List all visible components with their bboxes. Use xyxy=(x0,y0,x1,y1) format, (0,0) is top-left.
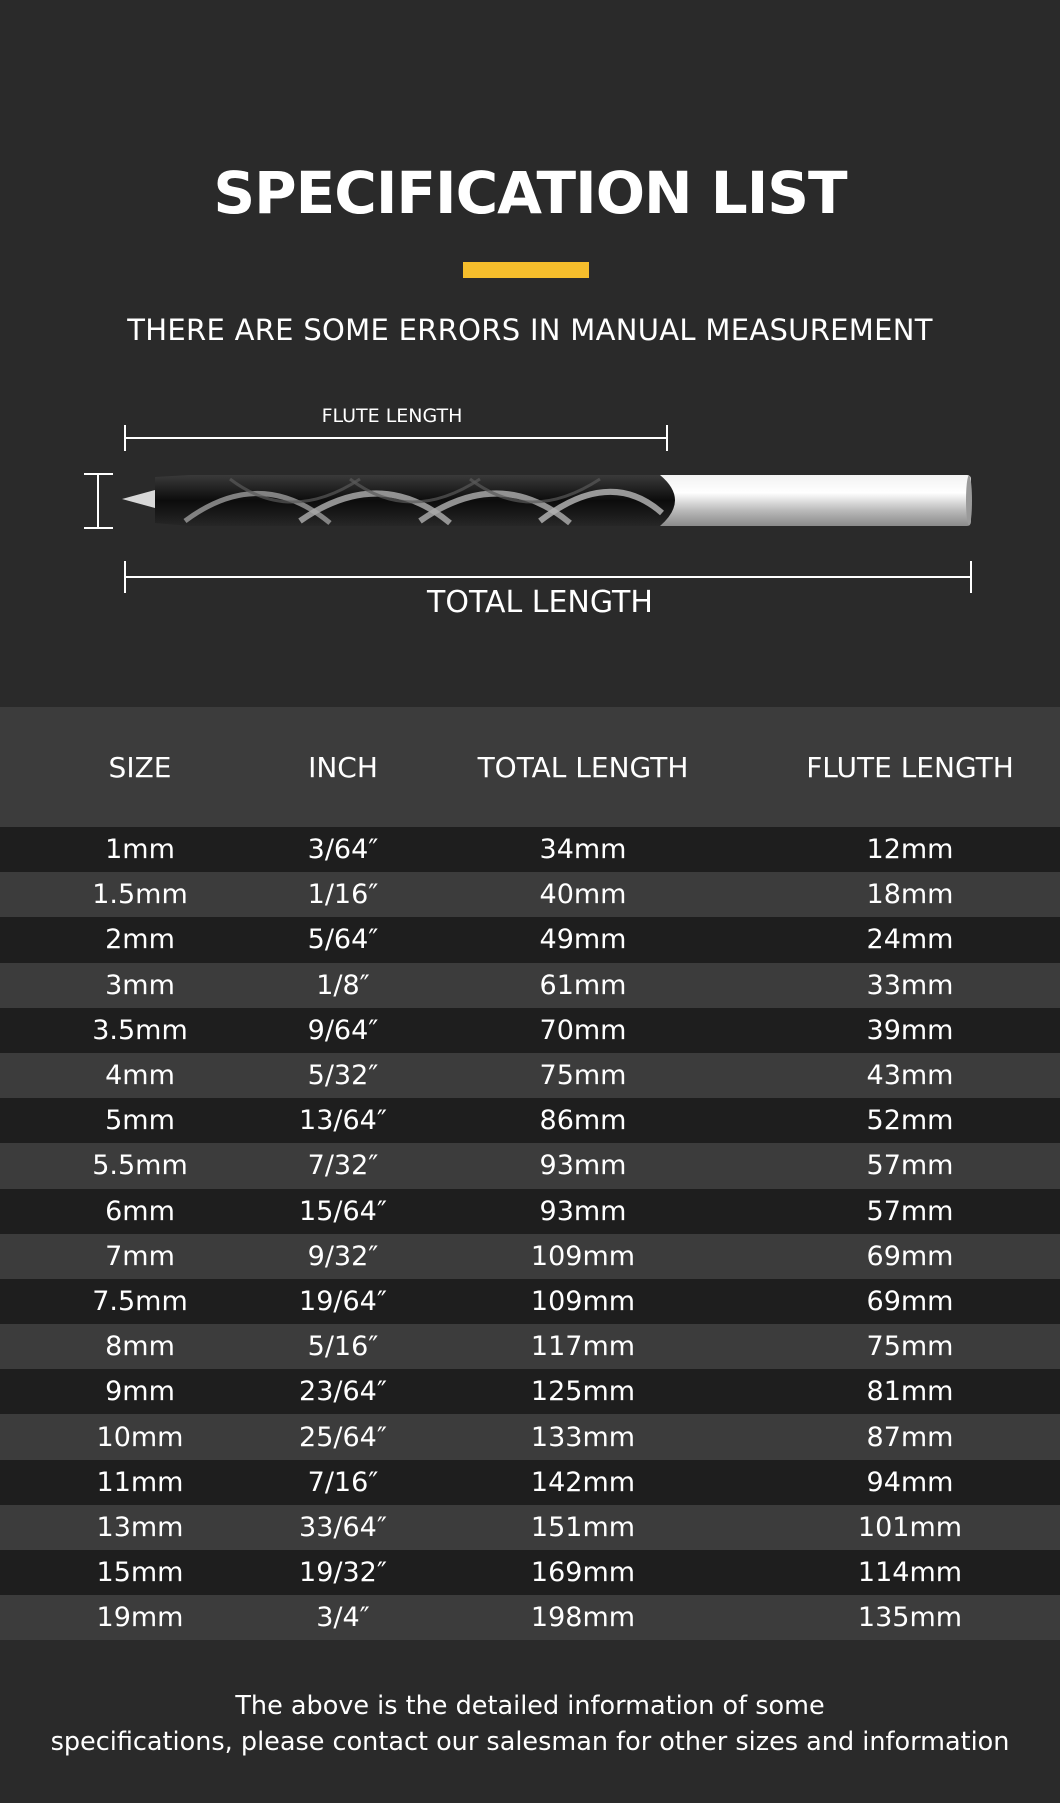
cell-inch: 3/64″ xyxy=(307,834,379,866)
total-length-label: TOTAL LENGTH xyxy=(427,585,653,620)
cell-size: 9mm xyxy=(105,1376,175,1408)
cell-flute-length: 101mm xyxy=(857,1511,963,1543)
header-size: SIZE xyxy=(108,750,172,784)
table-row xyxy=(0,1414,1060,1459)
cell-size: 5mm xyxy=(105,1105,175,1137)
cell-flute-length: 94mm xyxy=(866,1466,954,1498)
cell-total-length: 93mm xyxy=(539,1150,627,1182)
cell-size: 19mm xyxy=(96,1602,184,1634)
cell-flute-length: 33mm xyxy=(866,969,954,1001)
cell-size: 1.5mm xyxy=(92,879,188,911)
cell-total-length: 142mm xyxy=(530,1466,636,1498)
cell-total-length: 133mm xyxy=(530,1421,636,1453)
cell-flute-length: 87mm xyxy=(866,1421,954,1453)
cell-inch: 23/64″ xyxy=(299,1376,387,1408)
cell-inch: 1/8″ xyxy=(316,969,370,1001)
cell-flute-length: 75mm xyxy=(866,1331,954,1363)
cell-size: 3.5mm xyxy=(92,1014,188,1046)
cell-total-length: 169mm xyxy=(530,1557,636,1589)
cell-flute-length: 69mm xyxy=(866,1240,954,1272)
cell-size: 4mm xyxy=(105,1060,175,1092)
cell-size: 1mm xyxy=(105,834,175,866)
table-row xyxy=(0,1143,1060,1188)
cell-inch: 5/32″ xyxy=(307,1060,379,1092)
cell-size: 7.5mm xyxy=(92,1285,188,1317)
cell-total-length: 40mm xyxy=(539,879,627,911)
cell-size: 6mm xyxy=(105,1195,175,1227)
cell-total-length: 151mm xyxy=(530,1511,636,1543)
table-row xyxy=(0,1505,1060,1550)
cell-total-length: 117mm xyxy=(530,1331,636,1363)
table-row xyxy=(0,1234,1060,1279)
page-subtitle: THERE ARE SOME ERRORS IN MANUAL MEASUREMENT xyxy=(127,313,933,347)
drill-bit-diagram xyxy=(0,395,1060,635)
cell-inch: 5/16″ xyxy=(307,1331,379,1363)
cell-inch: 33/64″ xyxy=(299,1511,387,1543)
table-row xyxy=(0,1053,1060,1098)
cell-flute-length: 39mm xyxy=(866,1014,954,1046)
cell-total-length: 109mm xyxy=(530,1240,636,1272)
cell-inch: 3/4″ xyxy=(316,1602,370,1634)
cell-flute-length: 69mm xyxy=(866,1285,954,1317)
cell-total-length: 70mm xyxy=(539,1014,627,1046)
cell-flute-length: 18mm xyxy=(866,879,954,911)
cell-total-length: 49mm xyxy=(539,924,627,956)
cell-inch: 7/32″ xyxy=(307,1150,379,1182)
cell-inch: 15/64″ xyxy=(299,1195,387,1227)
cell-flute-length: 24mm xyxy=(866,924,954,956)
cell-size: 5.5mm xyxy=(92,1150,188,1182)
table-row xyxy=(0,1550,1060,1595)
cell-flute-length: 52mm xyxy=(866,1105,954,1137)
footer-line-2: specifications, please contact our salesman for other sizes and information xyxy=(50,1727,1010,1757)
cell-size: 15mm xyxy=(96,1557,184,1589)
cell-total-length: 75mm xyxy=(539,1060,627,1092)
cell-inch: 25/64″ xyxy=(299,1421,387,1453)
cell-total-length: 61mm xyxy=(539,969,627,1001)
cell-inch: 7/16″ xyxy=(307,1466,379,1498)
table-row xyxy=(0,1008,1060,1053)
cell-size: 10mm xyxy=(96,1421,184,1453)
cell-size: 7mm xyxy=(105,1240,175,1272)
cell-total-length: 109mm xyxy=(530,1285,636,1317)
cell-flute-length: 57mm xyxy=(866,1195,954,1227)
table-row xyxy=(0,1098,1060,1143)
cell-flute-length: 12mm xyxy=(866,834,954,866)
cell-total-length: 93mm xyxy=(539,1195,627,1227)
footer-note xyxy=(0,1688,1060,1760)
cell-inch: 9/32″ xyxy=(307,1240,379,1272)
cell-total-length: 86mm xyxy=(539,1105,627,1137)
cell-size: 3mm xyxy=(105,969,175,1001)
cell-inch: 1/16″ xyxy=(307,879,379,911)
cell-inch: 5/64″ xyxy=(307,924,379,956)
table-header-row xyxy=(0,707,1060,827)
table-row xyxy=(0,872,1060,917)
table-row xyxy=(0,1279,1060,1324)
cell-size: 11mm xyxy=(96,1466,184,1498)
cell-flute-length: 114mm xyxy=(857,1557,963,1589)
table-row xyxy=(0,1369,1060,1414)
table-row xyxy=(0,917,1060,962)
cell-flute-length: 43mm xyxy=(866,1060,954,1092)
cell-total-length: 34mm xyxy=(539,834,627,866)
cell-total-length: 198mm xyxy=(530,1602,636,1634)
table-row xyxy=(0,1595,1060,1640)
table-row xyxy=(0,1460,1060,1505)
cell-flute-length: 135mm xyxy=(857,1602,963,1634)
cell-flute-length: 57mm xyxy=(866,1150,954,1182)
cell-inch: 19/64″ xyxy=(299,1285,387,1317)
page-title: SPECIFICATION LIST xyxy=(213,159,847,227)
cell-size: 2mm xyxy=(105,924,175,956)
header-total-length: TOTAL LENGTH xyxy=(477,750,689,784)
table-row xyxy=(0,1324,1060,1369)
footer-line-1: The above is the detailed information of some xyxy=(235,1691,825,1721)
header-inch: INCH xyxy=(308,750,378,784)
title-accent-bar xyxy=(463,262,589,278)
cell-size: 13mm xyxy=(96,1511,184,1543)
table-row xyxy=(0,827,1060,872)
table-row xyxy=(0,1189,1060,1234)
spec-table xyxy=(0,707,1060,1640)
cell-inch: 19/32″ xyxy=(299,1557,387,1589)
cell-inch: 9/64″ xyxy=(307,1014,379,1046)
cell-total-length: 125mm xyxy=(530,1376,636,1408)
cell-size: 8mm xyxy=(105,1331,175,1363)
cell-flute-length: 81mm xyxy=(866,1376,954,1408)
flute-length-label: FLUTE LENGTH xyxy=(321,405,463,427)
table-row xyxy=(0,963,1060,1008)
header-flute-length: FLUTE LENGTH xyxy=(806,750,1014,784)
cell-inch: 13/64″ xyxy=(299,1105,387,1137)
